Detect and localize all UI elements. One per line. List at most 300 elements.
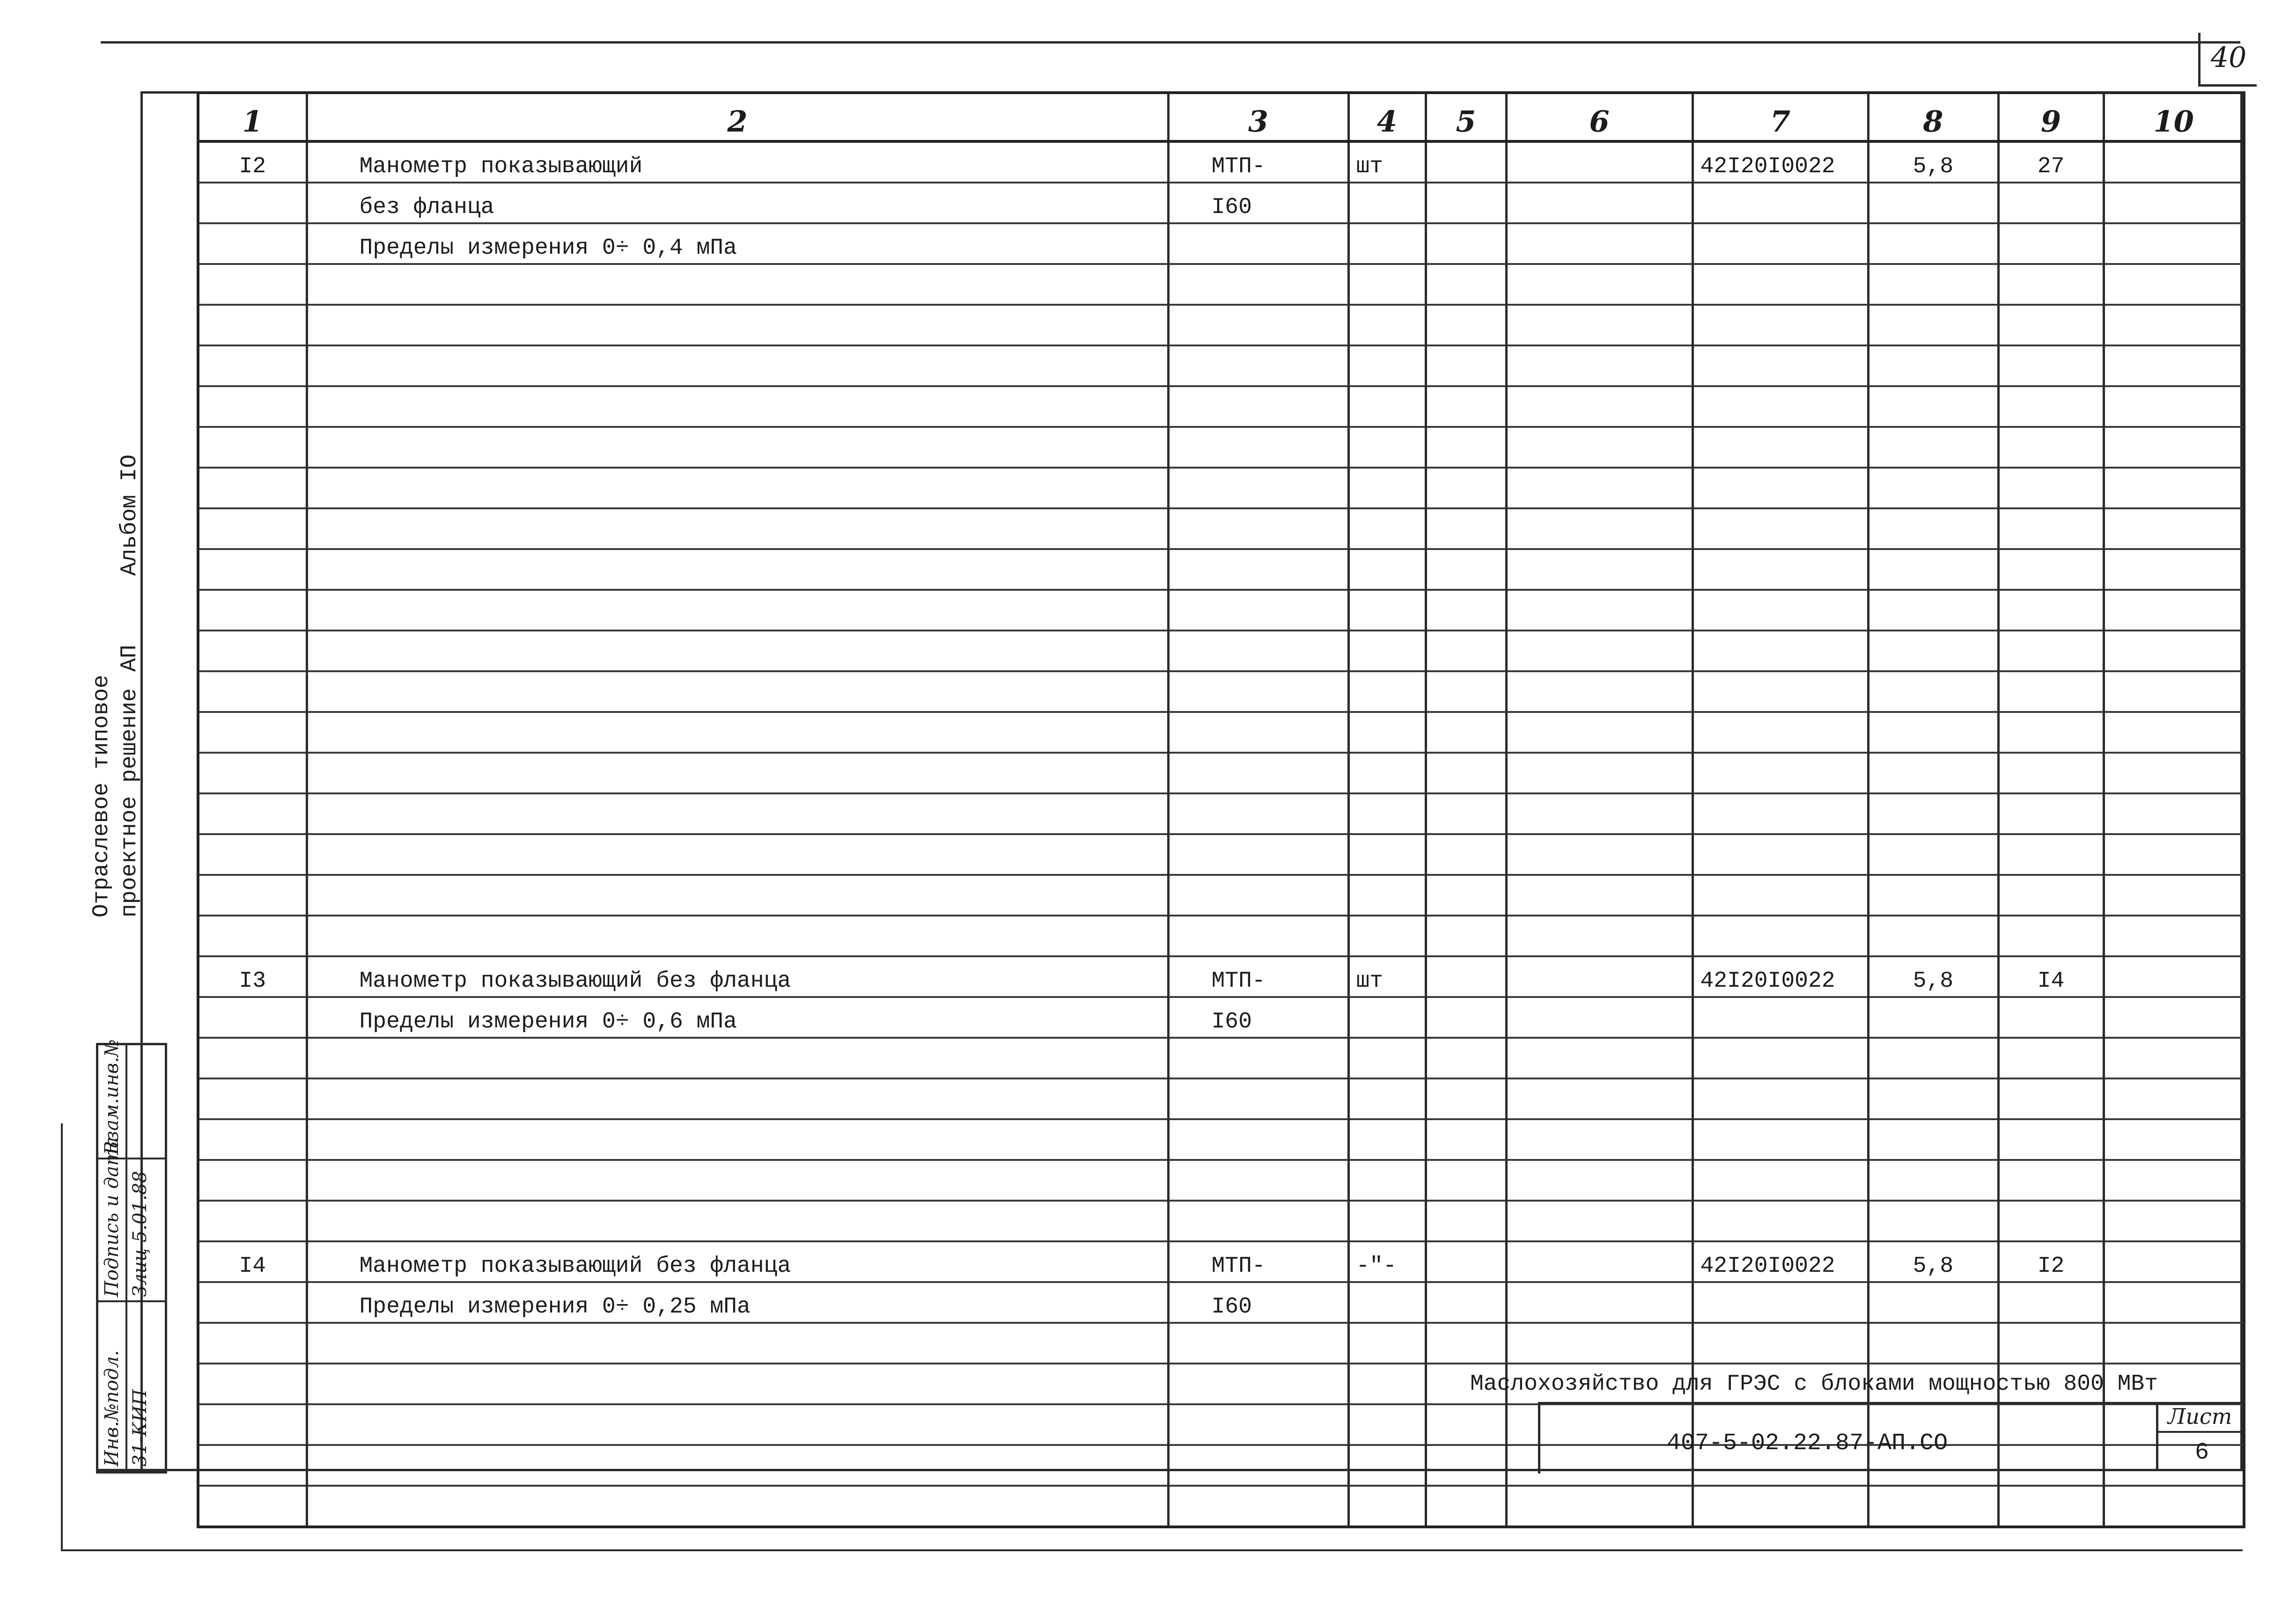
table-cell <box>1348 386 1426 427</box>
table-cell <box>1168 549 1348 590</box>
table-cell <box>307 671 1168 712</box>
table-cell <box>1998 631 2104 671</box>
table-cell <box>1998 753 2104 793</box>
table-row <box>198 793 2244 834</box>
table-row <box>198 183 2244 223</box>
table-cell <box>1506 834 1693 875</box>
table-cell: 42I20I0022 <box>1693 956 1868 997</box>
table-cell <box>1693 386 1868 427</box>
table-cell <box>1348 1445 1426 1486</box>
table-cell <box>198 1201 307 1241</box>
table-cell <box>1348 997 1426 1038</box>
specification-table <box>197 91 2245 1528</box>
table-cell <box>1868 1323 1998 1364</box>
sheet-edge-left-line <box>61 1123 63 1549</box>
table-row <box>198 712 2244 753</box>
table-cell <box>1998 386 2104 427</box>
table-cell: МТП- <box>1168 956 1348 997</box>
table-cell <box>1348 508 1426 549</box>
table-cell <box>198 753 307 793</box>
table-cell <box>1998 264 2104 305</box>
table-cell: Манометр показывающий <box>307 141 1168 183</box>
table-row <box>198 1201 2244 1241</box>
table-cell <box>2104 549 2244 590</box>
table-cell <box>1168 1078 1348 1119</box>
table-cell <box>1348 549 1426 590</box>
table-row <box>198 916 2244 956</box>
table-cell <box>307 345 1168 386</box>
table-cell <box>1868 183 1998 223</box>
table-row <box>198 1486 2244 1527</box>
table-cell <box>1168 1323 1348 1364</box>
table-cell <box>1506 1038 1693 1078</box>
table-cell <box>198 468 307 508</box>
table-cell <box>198 305 307 345</box>
table-cell <box>1868 386 1998 427</box>
table-cell: I60 <box>1168 183 1348 223</box>
table-cell <box>2104 916 2244 956</box>
table-cell <box>1506 549 1693 590</box>
table-row <box>198 590 2244 631</box>
table-cell <box>1426 264 1506 305</box>
table-cell: шт <box>1348 956 1426 997</box>
table-cell <box>1868 631 1998 671</box>
table-cell: 5,8 <box>1868 141 1998 183</box>
table-cell <box>1168 223 1348 264</box>
table-cell <box>307 508 1168 549</box>
table-cell <box>307 712 1168 753</box>
table-cell <box>1348 631 1426 671</box>
table-cell <box>2104 1160 2244 1201</box>
table-cell <box>1348 183 1426 223</box>
table-cell <box>307 631 1168 671</box>
table-cell <box>307 1078 1168 1119</box>
table-cell <box>1426 386 1506 427</box>
table-cell <box>1998 1323 2104 1364</box>
table-cell <box>307 1323 1168 1364</box>
table-cell <box>1348 1119 1426 1160</box>
table-cell: Пределы измерения 0÷ 0,4 мПа <box>307 223 1168 264</box>
table-cell <box>1693 712 1868 753</box>
table-cell <box>1506 1282 1693 1323</box>
table-cell <box>2104 427 2244 468</box>
table-cell <box>307 427 1168 468</box>
table-cell <box>2104 956 2244 997</box>
table-cell <box>2104 1486 2244 1527</box>
table-cell <box>307 590 1168 631</box>
table-row <box>198 997 2244 1038</box>
table-cell <box>1426 1241 1506 1282</box>
table-cell <box>1998 793 2104 834</box>
table-cell <box>1868 549 1998 590</box>
table-cell <box>1868 1282 1998 1323</box>
table-row <box>198 1038 2244 1078</box>
table-cell: МТП- <box>1168 141 1348 183</box>
table-cell <box>1506 141 1693 183</box>
table-cell <box>1168 834 1348 875</box>
table-cell <box>1348 753 1426 793</box>
table-cell <box>1426 631 1506 671</box>
table-cell <box>1693 1160 1868 1201</box>
table-cell: 42I20I0022 <box>1693 141 1868 183</box>
table-cell <box>2104 590 2244 631</box>
table-cell <box>198 1119 307 1160</box>
table-cell <box>1426 141 1506 183</box>
table-cell <box>1868 345 1998 386</box>
table-cell <box>307 1445 1168 1486</box>
table-cell <box>307 386 1168 427</box>
table-cell <box>1168 1486 1348 1527</box>
table-cell <box>198 264 307 305</box>
column-header: 6 <box>1506 93 1693 141</box>
table-cell <box>307 753 1168 793</box>
table-cell <box>2104 386 2244 427</box>
table-cell: Манометр показывающий без фланца <box>307 1241 1168 1282</box>
table-cell <box>1693 671 1868 712</box>
table-cell <box>1998 875 2104 916</box>
table-row <box>198 956 2244 997</box>
column-header: 10 <box>2104 93 2244 141</box>
table-cell <box>1426 549 1506 590</box>
table-cell <box>1998 345 2104 386</box>
table-cell <box>2104 753 2244 793</box>
table-cell <box>1693 1038 1868 1078</box>
table-cell <box>198 712 307 753</box>
table-cell <box>1506 468 1693 508</box>
table-row <box>198 305 2244 345</box>
table-cell <box>1426 1201 1506 1241</box>
table-cell <box>1998 427 2104 468</box>
table-cell <box>1506 1323 1693 1364</box>
table-cell <box>1426 834 1506 875</box>
side-title-code: АП <box>117 645 142 672</box>
table-cell <box>1998 916 2104 956</box>
table-cell <box>1506 712 1693 753</box>
table-cell <box>1868 305 1998 345</box>
table-cell <box>1348 264 1426 305</box>
table-cell <box>2104 264 2244 305</box>
table-cell <box>198 1486 307 1527</box>
table-cell: шт <box>1348 141 1426 183</box>
table-cell <box>1426 916 1506 956</box>
table-cell <box>307 793 1168 834</box>
table-cell <box>1168 1160 1348 1201</box>
table-cell <box>198 386 307 427</box>
table-cell <box>198 549 307 590</box>
table-cell: 27 <box>1998 141 2104 183</box>
column-header: 2 <box>307 93 1168 141</box>
table-row <box>198 1119 2244 1160</box>
table-cell: I60 <box>1168 997 1348 1038</box>
table-cell <box>1426 305 1506 345</box>
table-cell <box>2104 875 2244 916</box>
table-cell <box>2104 631 2244 671</box>
table-cell <box>198 875 307 916</box>
table-cell <box>1693 631 1868 671</box>
table-row <box>198 1241 2244 1282</box>
column-header: 3 <box>1168 93 1348 141</box>
table-cell <box>198 1078 307 1119</box>
table-cell <box>1998 468 2104 508</box>
approval-stamp <box>96 1039 167 1474</box>
table-cell <box>1348 1201 1426 1241</box>
table-cell <box>1693 875 1868 916</box>
table-cell <box>1506 793 1693 834</box>
table-cell <box>1426 997 1506 1038</box>
table-cell <box>307 916 1168 956</box>
table-cell: I3 <box>198 956 307 997</box>
table-cell <box>1998 590 2104 631</box>
table-cell <box>1868 875 1998 916</box>
table-cell <box>1506 671 1693 712</box>
table-cell <box>307 1201 1168 1241</box>
table-row <box>198 468 2244 508</box>
table-cell <box>307 834 1168 875</box>
table-cell <box>1426 753 1506 793</box>
table-cell <box>1348 305 1426 345</box>
table-cell: I60 <box>1168 1282 1348 1323</box>
table-cell <box>1348 671 1426 712</box>
table-cell <box>1506 1201 1693 1241</box>
table-cell <box>1998 712 2104 753</box>
table-cell <box>1868 427 1998 468</box>
table-cell <box>1693 1282 1868 1323</box>
table-cell <box>1868 916 1998 956</box>
table-cell <box>1168 468 1348 508</box>
stamp-inv-header: Инв.№подл. <box>101 1350 123 1467</box>
table-cell <box>1998 1201 2104 1241</box>
table-cell <box>307 1119 1168 1160</box>
table-cell <box>1348 590 1426 631</box>
table-cell <box>1426 590 1506 631</box>
table-row <box>198 549 2244 590</box>
project-name: Маслохозяйство для ГРЭС с блоками мощностью 800 МВт <box>1470 1371 2158 1397</box>
column-header: 7 <box>1693 93 1868 141</box>
table-cell <box>2104 1323 2244 1364</box>
table-cell <box>1506 631 1693 671</box>
table-cell <box>2104 1119 2244 1160</box>
table-cell <box>1693 264 1868 305</box>
table-row <box>198 223 2244 264</box>
table-cell <box>1693 345 1868 386</box>
table-cell <box>1348 1282 1426 1323</box>
table-row <box>198 1282 2244 1323</box>
table-cell <box>198 997 307 1038</box>
table-cell <box>1426 223 1506 264</box>
table-cell <box>1693 427 1868 468</box>
stamp-sign-header: Подпись и дата <box>101 1137 123 1297</box>
table-cell <box>1693 1486 1868 1527</box>
table-cell <box>1168 875 1348 916</box>
table-cell <box>1168 1404 1348 1445</box>
table-cell <box>1168 793 1348 834</box>
table-cell <box>1348 468 1426 508</box>
table-cell <box>1168 671 1348 712</box>
table-row <box>198 753 2244 793</box>
table-cell <box>1426 793 1506 834</box>
table-row <box>198 1160 2244 1201</box>
table-cell <box>1998 997 2104 1038</box>
sheet-number: 6 <box>2195 1439 2209 1466</box>
table-cell <box>1426 1445 1506 1486</box>
table-row <box>198 834 2244 875</box>
table-cell <box>198 1404 307 1445</box>
table-cell <box>198 631 307 671</box>
table-cell <box>1426 671 1506 712</box>
table-cell <box>1348 1404 1426 1445</box>
table-cell <box>1998 834 2104 875</box>
table-cell <box>1168 916 1348 956</box>
table-cell <box>1426 712 1506 753</box>
table-cell <box>198 1364 307 1404</box>
table-cell <box>1998 549 2104 590</box>
table-row <box>198 875 2244 916</box>
table-cell <box>1998 183 2104 223</box>
table-cell <box>1426 1323 1506 1364</box>
table-cell <box>1868 997 1998 1038</box>
table-cell <box>307 305 1168 345</box>
table-cell <box>1426 427 1506 468</box>
table-cell <box>2104 345 2244 386</box>
table-cell <box>1348 793 1426 834</box>
table-cell <box>198 1445 307 1486</box>
table-row <box>198 1078 2244 1119</box>
table-cell <box>1693 916 1868 956</box>
table-cell <box>1998 1078 2104 1119</box>
side-title-album: Альбом IO <box>117 454 142 576</box>
table-cell <box>198 1160 307 1201</box>
table-cell <box>1348 916 1426 956</box>
table-cell <box>1998 1038 2104 1078</box>
table-cell <box>1693 1078 1868 1119</box>
table-cell <box>1693 753 1868 793</box>
table-cell <box>1168 631 1348 671</box>
table-cell <box>1168 386 1348 427</box>
table-cell <box>1426 468 1506 508</box>
table-cell <box>1506 1241 1693 1282</box>
table-cell <box>1348 1038 1426 1078</box>
table-cell <box>307 264 1168 305</box>
table-cell <box>1868 1486 1998 1527</box>
table-cell <box>1998 671 2104 712</box>
table-cell: Пределы измерения 0÷ 0,6 мПа <box>307 997 1168 1038</box>
table-cell <box>2104 712 2244 753</box>
table-cell <box>198 427 307 468</box>
table-cell <box>1348 875 1426 916</box>
table-cell <box>1426 1119 1506 1160</box>
page-number-box <box>2198 33 2257 87</box>
table-cell <box>198 1282 307 1323</box>
table-cell <box>1506 427 1693 468</box>
table-cell <box>1348 223 1426 264</box>
table-cell <box>1168 1201 1348 1241</box>
table-cell <box>2104 1241 2244 1282</box>
table-cell <box>1426 1078 1506 1119</box>
sheet-label: Лист <box>2168 1404 2232 1429</box>
table-cell: 42I20I0022 <box>1693 1241 1868 1282</box>
table-cell <box>1998 223 2104 264</box>
table-cell <box>1168 590 1348 631</box>
table-cell <box>1693 834 1868 875</box>
table-cell <box>1693 1323 1868 1364</box>
table-cell <box>1168 264 1348 305</box>
table-cell <box>1426 1038 1506 1078</box>
table-row <box>198 264 2244 305</box>
table-cell <box>1868 1160 1998 1201</box>
table-cell <box>1868 590 1998 631</box>
table-cell <box>1168 1119 1348 1160</box>
table-cell <box>1868 508 1998 549</box>
column-header: 1 <box>198 93 307 141</box>
table-cell <box>1868 671 1998 712</box>
table-cell <box>1693 223 1868 264</box>
table-cell <box>198 590 307 631</box>
table-cell <box>1998 1282 2104 1323</box>
table-cell <box>1868 793 1998 834</box>
table-cell <box>1693 305 1868 345</box>
frame-top-line <box>101 41 2240 44</box>
table-cell <box>1348 1078 1426 1119</box>
table-cell <box>307 1486 1168 1527</box>
table-cell: -"- <box>1348 1241 1426 1282</box>
table-cell <box>1868 1201 1998 1241</box>
title-block <box>1538 1402 2243 1474</box>
table-cell: без фланца <box>307 183 1168 223</box>
table-cell <box>1998 1119 2104 1160</box>
table-cell <box>1506 223 1693 264</box>
table-cell <box>1693 1201 1868 1241</box>
table-cell <box>1348 345 1426 386</box>
table-cell <box>1168 427 1348 468</box>
table-cell <box>307 468 1168 508</box>
table-cell: 5,8 <box>1868 1241 1998 1282</box>
table-cell <box>1506 875 1693 916</box>
table-cell <box>1168 305 1348 345</box>
table-cell <box>1693 590 1868 631</box>
table-cell <box>1868 1078 1998 1119</box>
table-cell <box>1693 1119 1868 1160</box>
sheet-number-box <box>2156 1402 2243 1471</box>
table-cell <box>2104 1282 2244 1323</box>
table-cell <box>1868 1119 1998 1160</box>
table-cell <box>1348 427 1426 468</box>
table-cell <box>1426 1404 1506 1445</box>
table-cell <box>1426 1282 1506 1323</box>
document-code: 407-5-02.22.87-АП.СО <box>1667 1430 1948 1457</box>
table-cell <box>1168 345 1348 386</box>
table-cell <box>2104 997 2244 1038</box>
table-cell <box>307 1038 1168 1078</box>
table-cell <box>307 1160 1168 1201</box>
table-cell <box>1868 1038 1998 1078</box>
table-cell: I2 <box>198 141 307 183</box>
table-cell <box>307 1404 1168 1445</box>
table-cell <box>1168 508 1348 549</box>
column-header: 5 <box>1426 93 1506 141</box>
table-cell <box>2104 793 2244 834</box>
table-cell <box>1348 1364 1426 1404</box>
side-title-line1: Отраслевое типовое <box>89 675 114 917</box>
table-cell <box>1426 345 1506 386</box>
table-row <box>198 631 2244 671</box>
table-cell <box>1506 916 1693 956</box>
table-cell <box>1168 712 1348 753</box>
stamp-inv-value: 31-КИП <box>129 1389 151 1467</box>
table-row <box>198 141 2244 183</box>
side-title-line2: проектное решение <box>117 688 142 917</box>
table-cell <box>1998 305 2104 345</box>
table-cell: I4 <box>1998 956 2104 997</box>
